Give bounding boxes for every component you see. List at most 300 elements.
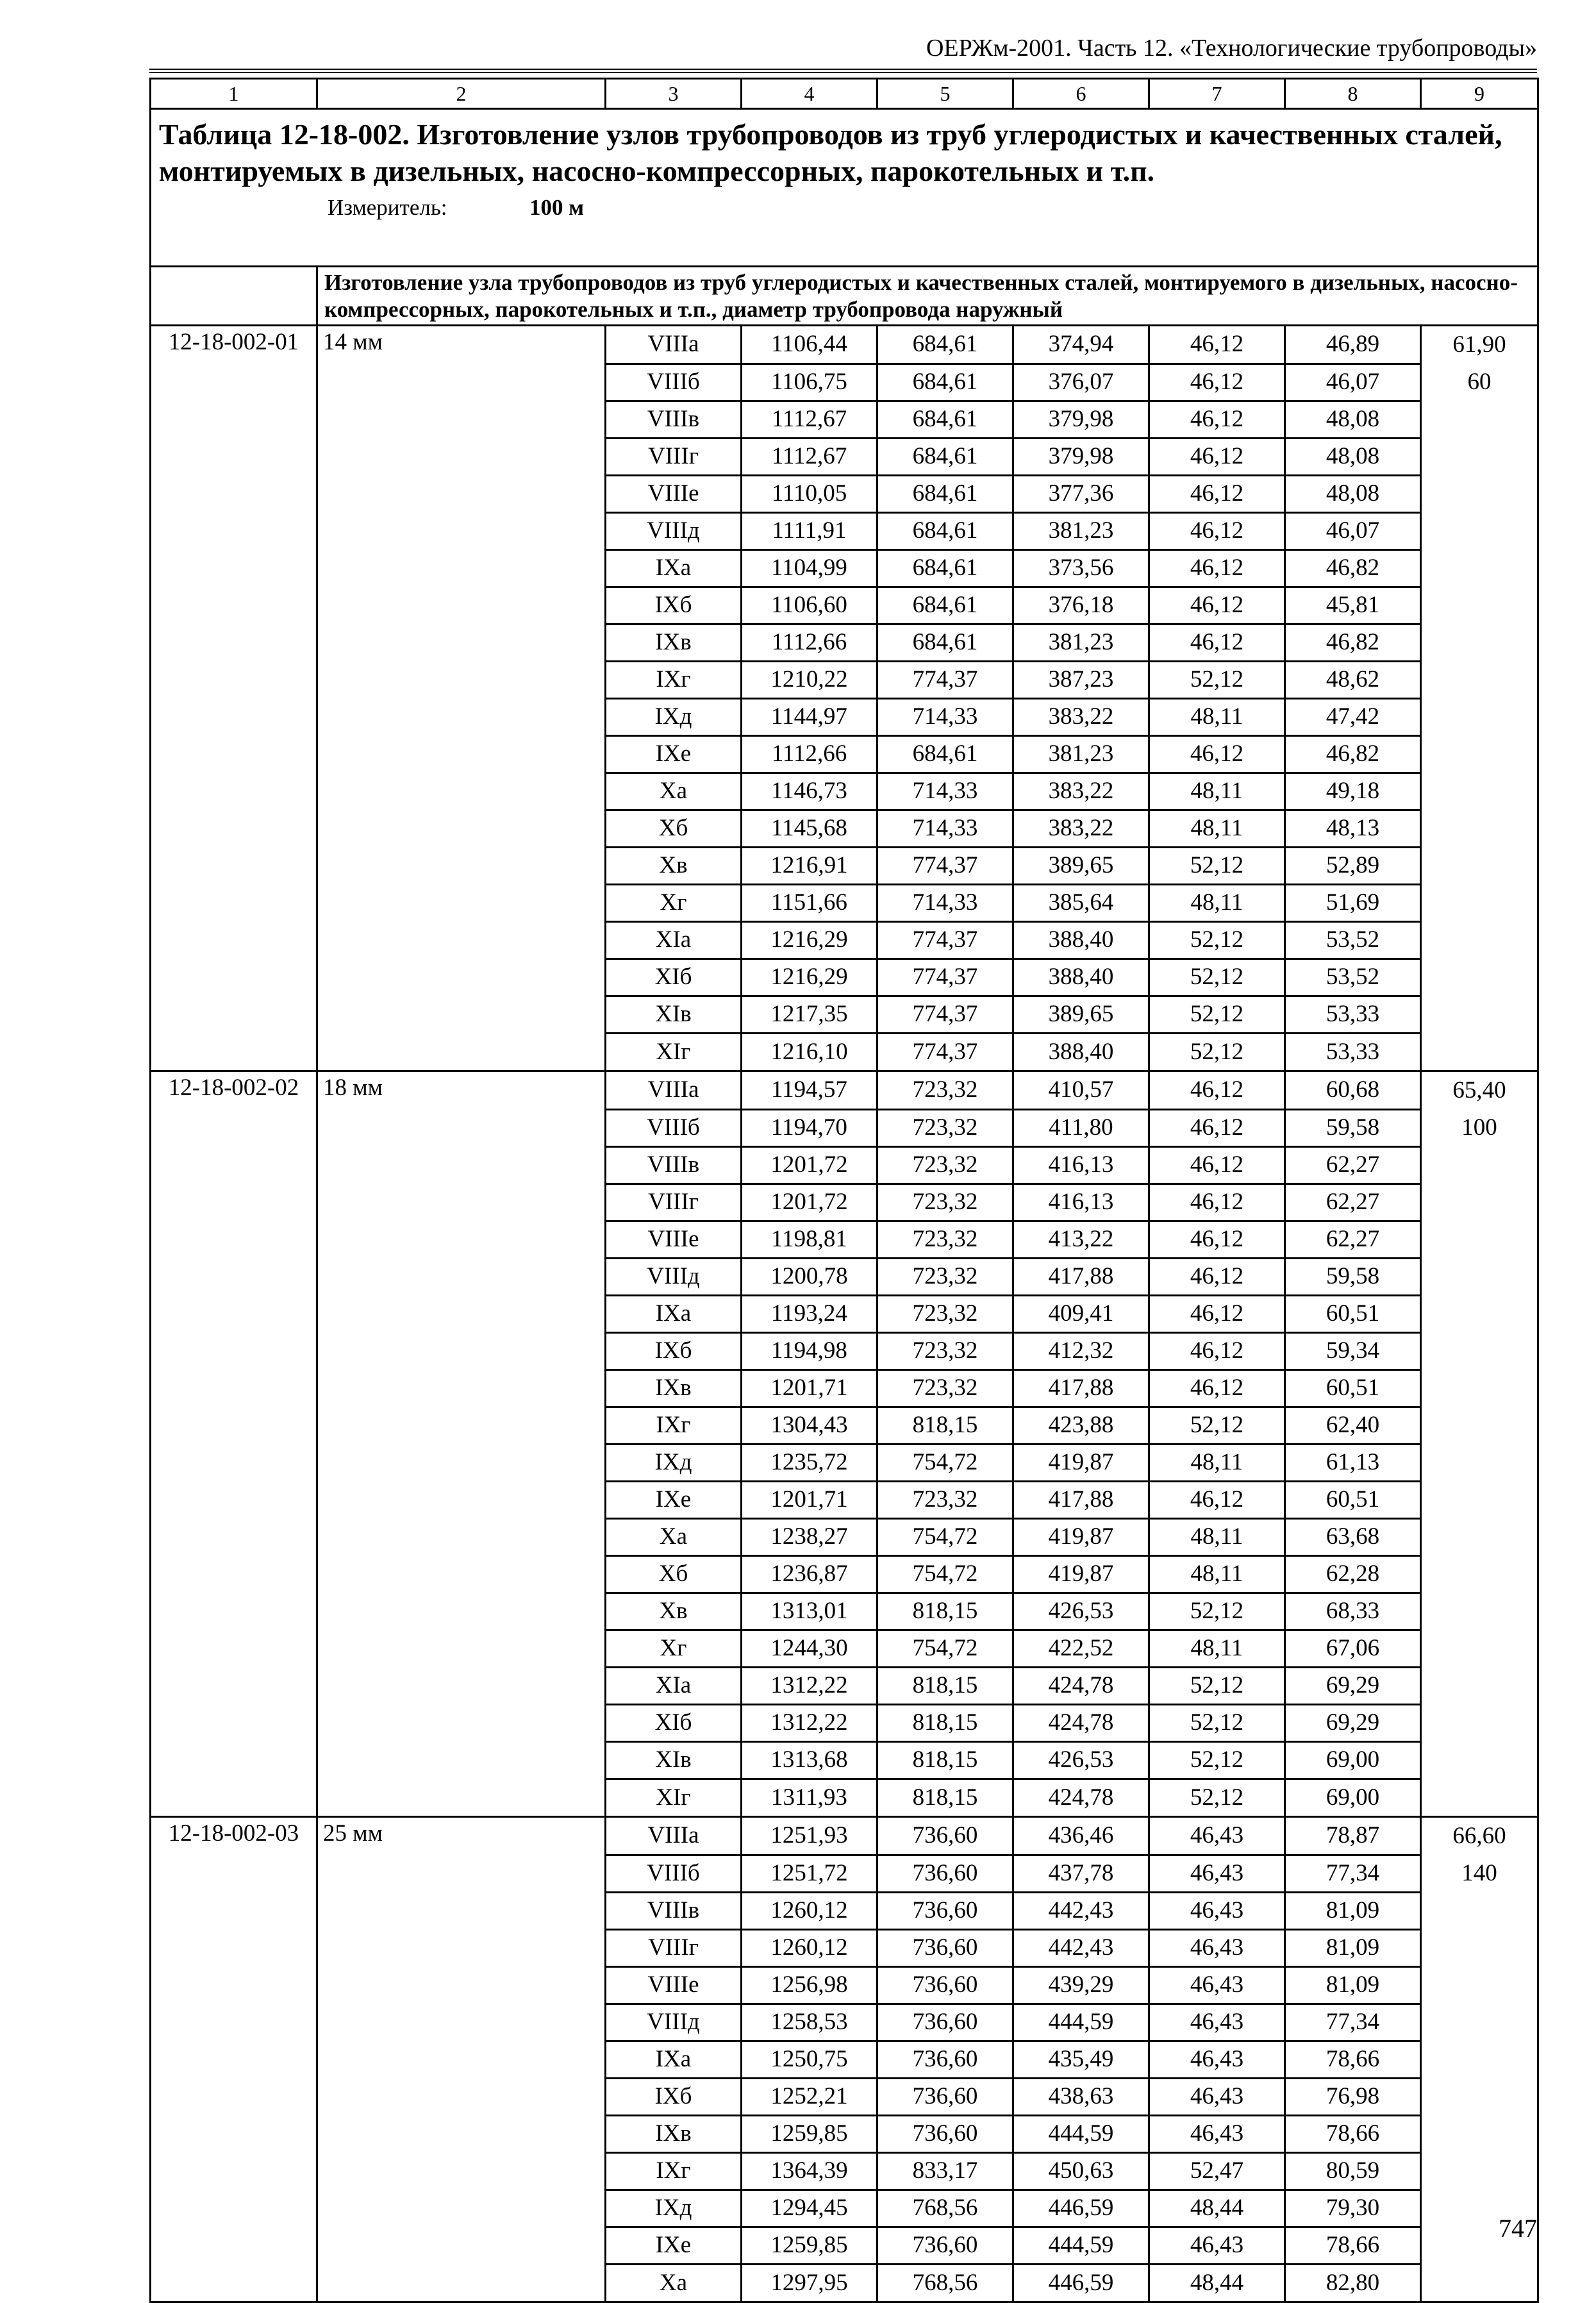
wages: 833,17 <box>877 2152 1013 2190</box>
table-row <box>151 1593 1538 1630</box>
machine-operation: 417,88 <box>1013 1258 1149 1295</box>
wages: 774,37 <box>877 996 1013 1033</box>
pipe-consumption <box>1421 1033 1538 1071</box>
materials: 79,30 <box>1285 2190 1421 2227</box>
materials: 69,29 <box>1285 1667 1421 1704</box>
pipe-consumption <box>1421 1295 1538 1332</box>
table-row <box>151 1221 1538 1258</box>
materials: 78,87 <box>1285 1817 1421 1855</box>
operator-wages: 48,11 <box>1149 810 1285 847</box>
wages: 774,37 <box>877 1033 1013 1071</box>
table-title-row <box>151 109 1538 267</box>
materials: 63,68 <box>1285 1518 1421 1555</box>
steel-group: IXб <box>606 587 742 624</box>
total-cost: 1194,70 <box>742 1109 877 1146</box>
total-cost: 1151,66 <box>742 884 877 921</box>
pipe-diameter <box>317 587 606 624</box>
operator-wages: 46,43 <box>1149 2115 1285 2152</box>
pipe-consumption: 66,60 <box>1421 1817 1538 1855</box>
wages: 818,15 <box>877 1667 1013 1704</box>
machine-operation: 442,43 <box>1013 1892 1149 1929</box>
pipe-consumption <box>1421 1892 1538 1929</box>
meter-value: 100 м <box>529 195 585 220</box>
wages: 736,60 <box>877 2078 1013 2115</box>
item-code <box>151 549 317 587</box>
machine-operation: 424,78 <box>1013 1779 1149 1817</box>
pipe-diameter <box>317 1741 606 1779</box>
wages: 818,15 <box>877 1779 1013 1817</box>
total-cost: 1106,75 <box>742 364 877 401</box>
item-code <box>151 1033 317 1071</box>
pipe-consumption <box>1421 1221 1538 1258</box>
total-cost: 1312,22 <box>742 1667 877 1704</box>
pipe-diameter <box>317 996 606 1033</box>
wages: 723,32 <box>877 1221 1013 1258</box>
operator-wages: 52,12 <box>1149 1667 1285 1704</box>
pipe-diameter <box>317 512 606 549</box>
machine-operation: 411,80 <box>1013 1109 1149 1146</box>
table-row <box>151 1071 1538 1110</box>
table-row <box>151 1184 1538 1221</box>
section-description-row <box>151 267 1538 326</box>
pipe-diameter <box>317 847 606 884</box>
operator-wages: 48,11 <box>1149 884 1285 921</box>
pipe-diameter <box>317 2190 606 2227</box>
steel-group: XIб <box>606 1704 742 1741</box>
operator-wages: 48,44 <box>1149 2190 1285 2227</box>
steel-group: VIIIа <box>606 1817 742 1855</box>
machine-operation: 422,52 <box>1013 1630 1149 1667</box>
item-code <box>151 2264 317 2302</box>
machine-operation: 381,23 <box>1013 512 1149 549</box>
machine-operation: 383,22 <box>1013 810 1149 847</box>
total-cost: 1250,75 <box>742 2041 877 2078</box>
machine-operation: 388,40 <box>1013 959 1149 996</box>
steel-group: Xа <box>606 2264 742 2302</box>
operator-wages: 48,11 <box>1149 1630 1285 1667</box>
table-row <box>151 698 1538 735</box>
wages: 736,60 <box>877 2004 1013 2041</box>
operator-wages: 46,43 <box>1149 1929 1285 1966</box>
total-cost: 1144,97 <box>742 698 877 735</box>
machine-operation: 379,98 <box>1013 438 1149 475</box>
pipe-diameter <box>317 884 606 921</box>
pipe-consumption <box>1421 1741 1538 1779</box>
machine-operation: 435,49 <box>1013 2041 1149 2078</box>
steel-group: IXа <box>606 1295 742 1332</box>
wages: 736,60 <box>877 1929 1013 1966</box>
pipe-consumption <box>1421 698 1538 735</box>
table-row <box>151 661 1538 698</box>
operator-wages: 46,12 <box>1149 326 1285 364</box>
total-cost: 1201,71 <box>742 1369 877 1407</box>
wages: 818,15 <box>877 1407 1013 1444</box>
steel-group: IXе <box>606 2227 742 2264</box>
table-row <box>151 401 1538 438</box>
item-code <box>151 661 317 698</box>
pipe-consumption <box>1421 2115 1538 2152</box>
operator-wages: 46,12 <box>1149 1071 1285 1110</box>
operator-wages: 46,12 <box>1149 1221 1285 1258</box>
pipe-consumption <box>1421 1555 1538 1593</box>
steel-group: VIIIг <box>606 438 742 475</box>
steel-group: VIIIд <box>606 1258 742 1295</box>
pipe-consumption <box>1421 2078 1538 2115</box>
total-cost: 1216,91 <box>742 847 877 884</box>
machine-operation: 444,59 <box>1013 2227 1149 2264</box>
item-code <box>151 1892 317 1929</box>
materials: 60,51 <box>1285 1369 1421 1407</box>
total-cost: 1260,12 <box>742 1929 877 1966</box>
pipe-diameter <box>317 2078 606 2115</box>
operator-wages: 46,43 <box>1149 1966 1285 2004</box>
table-row <box>151 2041 1538 2078</box>
machine-operation: 409,41 <box>1013 1295 1149 1332</box>
pipe-consumption <box>1421 959 1538 996</box>
item-code <box>151 1555 317 1593</box>
steel-group: IXг <box>606 1407 742 1444</box>
total-cost: 1312,22 <box>742 1704 877 1741</box>
wages: 774,37 <box>877 921 1013 959</box>
pipe-diameter <box>317 438 606 475</box>
materials: 81,09 <box>1285 1966 1421 2004</box>
operator-wages: 52,12 <box>1149 1593 1285 1630</box>
table-row <box>151 2115 1538 2152</box>
item-code <box>151 996 317 1033</box>
table-row <box>151 1258 1538 1295</box>
table-row <box>151 1741 1538 1779</box>
total-cost: 1313,68 <box>742 1741 877 1779</box>
operator-wages: 46,12 <box>1149 1258 1285 1295</box>
total-cost: 1251,93 <box>742 1817 877 1855</box>
operator-wages: 52,12 <box>1149 1407 1285 1444</box>
machine-operation: 442,43 <box>1013 1929 1149 1966</box>
pipe-consumption <box>1421 475 1538 512</box>
item-code <box>151 1184 317 1221</box>
pipe-consumption: 65,40 <box>1421 1071 1538 1110</box>
materials: 77,34 <box>1285 1855 1421 1892</box>
pipe-diameter <box>317 1630 606 1667</box>
total-cost: 1217,35 <box>742 996 877 1033</box>
materials: 52,89 <box>1285 847 1421 884</box>
operator-wages: 52,12 <box>1149 921 1285 959</box>
pipe-diameter <box>317 773 606 810</box>
pipe-diameter <box>317 1221 606 1258</box>
wages: 714,33 <box>877 773 1013 810</box>
column-number: 7 <box>1149 79 1285 109</box>
item-code: 12-18-002-02 <box>151 1071 317 1110</box>
materials: 81,09 <box>1285 1892 1421 1929</box>
total-cost: 1146,73 <box>742 773 877 810</box>
steel-group: Xб <box>606 810 742 847</box>
machine-operation: 444,59 <box>1013 2115 1149 2152</box>
table-row <box>151 1481 1538 1518</box>
pipe-diameter <box>317 364 606 401</box>
item-code: 12-18-002-01 <box>151 326 317 364</box>
machine-operation: 419,87 <box>1013 1444 1149 1481</box>
operator-wages: 46,12 <box>1149 624 1285 661</box>
steel-group: IXд <box>606 698 742 735</box>
column-number-row <box>151 79 1538 109</box>
pipe-diameter <box>317 1332 606 1369</box>
steel-group: VIIIд <box>606 512 742 549</box>
item-code <box>151 1779 317 1817</box>
wages: 684,61 <box>877 735 1013 773</box>
operator-wages: 46,43 <box>1149 2041 1285 2078</box>
operator-wages: 46,12 <box>1149 1332 1285 1369</box>
pipe-consumption <box>1421 1369 1538 1407</box>
pipe-diameter <box>317 1033 606 1071</box>
column-number: 2 <box>317 79 606 109</box>
table-row <box>151 2264 1538 2302</box>
pipe-consumption <box>1421 2041 1538 2078</box>
wages: 714,33 <box>877 810 1013 847</box>
wages: 684,61 <box>877 438 1013 475</box>
operator-wages: 46,12 <box>1149 735 1285 773</box>
steel-group: IXе <box>606 735 742 773</box>
wages: 768,56 <box>877 2190 1013 2227</box>
wages: 774,37 <box>877 959 1013 996</box>
materials: 48,62 <box>1285 661 1421 698</box>
materials: 48,08 <box>1285 401 1421 438</box>
item-code <box>151 2227 317 2264</box>
wages: 723,32 <box>877 1071 1013 1110</box>
wages: 736,60 <box>877 2115 1013 2152</box>
total-cost: 1112,67 <box>742 438 877 475</box>
pipe-diameter <box>317 1855 606 1892</box>
machine-operation: 423,88 <box>1013 1407 1149 1444</box>
total-cost: 1244,30 <box>742 1630 877 1667</box>
pipe-consumption <box>1421 587 1538 624</box>
materials: 82,80 <box>1285 2264 1421 2302</box>
steel-group: Xа <box>606 1518 742 1555</box>
steel-group: VIIIв <box>606 1146 742 1184</box>
total-cost: 1111,91 <box>742 512 877 549</box>
wages: 818,15 <box>877 1593 1013 1630</box>
pipe-diameter <box>317 1444 606 1481</box>
pipe-consumption <box>1421 1667 1538 1704</box>
table-row <box>151 810 1538 847</box>
total-cost: 1297,95 <box>742 2264 877 2302</box>
pipe-diameter <box>317 1295 606 1332</box>
total-cost: 1145,68 <box>742 810 877 847</box>
total-cost: 1194,57 <box>742 1071 877 1110</box>
wages: 684,61 <box>877 587 1013 624</box>
column-number: 5 <box>877 79 1013 109</box>
wages: 736,60 <box>877 2041 1013 2078</box>
item-code <box>151 624 317 661</box>
materials: 46,82 <box>1285 549 1421 587</box>
machine-operation: 419,87 <box>1013 1518 1149 1555</box>
item-code <box>151 587 317 624</box>
materials: 45,81 <box>1285 587 1421 624</box>
machine-operation: 410,57 <box>1013 1071 1149 1110</box>
total-cost: 1201,71 <box>742 1481 877 1518</box>
materials: 51,69 <box>1285 884 1421 921</box>
steel-group: XIв <box>606 996 742 1033</box>
operator-wages: 46,12 <box>1149 401 1285 438</box>
total-cost: 1112,67 <box>742 401 877 438</box>
machine-operation: 383,22 <box>1013 698 1149 735</box>
total-cost: 1200,78 <box>742 1258 877 1295</box>
pipe-diameter <box>317 1593 606 1630</box>
total-cost: 1364,39 <box>742 2152 877 2190</box>
pipe-consumption <box>1421 438 1538 475</box>
column-number: 3 <box>606 79 742 109</box>
steel-group: XIг <box>606 1033 742 1071</box>
pipe-consumption <box>1421 2152 1538 2190</box>
item-code <box>151 401 317 438</box>
pipe-consumption <box>1421 773 1538 810</box>
pipe-consumption: 140 <box>1421 1855 1538 1892</box>
pipe-consumption <box>1421 996 1538 1033</box>
table-row <box>151 1146 1538 1184</box>
pipe-consumption <box>1421 921 1538 959</box>
table-row <box>151 2078 1538 2115</box>
total-cost: 1112,66 <box>742 735 877 773</box>
materials: 48,13 <box>1285 810 1421 847</box>
pipe-consumption: 100 <box>1421 1109 1538 1146</box>
pipe-diameter <box>317 1109 606 1146</box>
operator-wages: 46,12 <box>1149 1369 1285 1407</box>
meter-line <box>328 193 1529 222</box>
item-code <box>151 1481 317 1518</box>
item-code <box>151 2004 317 2041</box>
machine-operation: 383,22 <box>1013 773 1149 810</box>
total-cost: 1311,93 <box>742 1779 877 1817</box>
wages: 736,60 <box>877 1817 1013 1855</box>
machine-operation: 377,36 <box>1013 475 1149 512</box>
operator-wages: 46,43 <box>1149 2227 1285 2264</box>
wages: 684,61 <box>877 512 1013 549</box>
machine-operation: 444,59 <box>1013 2004 1149 2041</box>
total-cost: 1238,27 <box>742 1518 877 1555</box>
running-header <box>149 33 1537 73</box>
machine-operation: 413,22 <box>1013 1221 1149 1258</box>
materials: 46,89 <box>1285 326 1421 364</box>
steel-group: XIб <box>606 959 742 996</box>
wages: 684,61 <box>877 624 1013 661</box>
pipe-consumption <box>1421 1146 1538 1184</box>
table-row <box>151 1555 1538 1593</box>
table-row <box>151 549 1538 587</box>
table-row <box>151 512 1538 549</box>
table-row <box>151 1704 1538 1741</box>
total-cost: 1216,10 <box>742 1033 877 1071</box>
steel-group: IXв <box>606 2115 742 2152</box>
item-code <box>151 959 317 996</box>
table-row <box>151 587 1538 624</box>
column-number: 4 <box>742 79 877 109</box>
item-code <box>151 847 317 884</box>
operator-wages: 52,12 <box>1149 847 1285 884</box>
pipe-diameter <box>317 810 606 847</box>
materials: 53,52 <box>1285 921 1421 959</box>
pipe-diameter <box>317 921 606 959</box>
materials: 53,52 <box>1285 959 1421 996</box>
operator-wages: 46,43 <box>1149 1892 1285 1929</box>
pipe-diameter <box>317 2152 606 2190</box>
item-code <box>151 698 317 735</box>
steel-group: IXд <box>606 2190 742 2227</box>
table-row <box>151 2227 1538 2264</box>
operator-wages: 46,12 <box>1149 1481 1285 1518</box>
steel-group: VIIIе <box>606 1221 742 1258</box>
machine-operation: 424,78 <box>1013 1704 1149 1741</box>
wages: 723,32 <box>877 1258 1013 1295</box>
table-row <box>151 1369 1538 1407</box>
table-row <box>151 1033 1538 1071</box>
item-code <box>151 2115 317 2152</box>
pipe-diameter <box>317 1369 606 1407</box>
pipe-diameter <box>317 2264 606 2302</box>
table-row <box>151 1817 1538 1855</box>
materials: 78,66 <box>1285 2041 1421 2078</box>
pipe-diameter <box>317 1779 606 1817</box>
wages: 714,33 <box>877 698 1013 735</box>
pipe-diameter <box>317 2041 606 2078</box>
machine-operation: 446,59 <box>1013 2190 1149 2227</box>
section-description: Изготовление узла трубопроводов из труб углеродистых и качественных сталей, монтируемого в дизельных, насосно-компрессорных, парокотельных и т.п., диаметр трубопровода наружный <box>317 267 1538 326</box>
pipe-diameter: 25 мм <box>317 1817 606 1855</box>
machine-operation: 426,53 <box>1013 1741 1149 1779</box>
item-code <box>151 2078 317 2115</box>
materials: 62,40 <box>1285 1407 1421 1444</box>
total-cost: 1256,98 <box>742 1966 877 2004</box>
column-number: 8 <box>1285 79 1421 109</box>
running-header-title: ОЕРЖм-2001. Часть 12. «Технологические трубопроводы» <box>926 35 1537 62</box>
table-title: Таблица 12-18-002. Изготовление узлов трубопроводов из труб углеродистых и качественных сталей, монтируемых в дизельных, насосно-компрессорных, парокотельных и т.п. <box>159 118 1502 187</box>
item-code <box>151 1407 317 1444</box>
pipe-consumption: 60 <box>1421 364 1538 401</box>
table-row <box>151 1630 1538 1667</box>
table-row <box>151 959 1538 996</box>
item-code <box>151 1855 317 1892</box>
wages: 714,33 <box>877 884 1013 921</box>
item-code <box>151 1518 317 1555</box>
pipe-diameter <box>317 1667 606 1704</box>
column-number: 9 <box>1421 79 1538 109</box>
pipe-diameter <box>317 475 606 512</box>
pipe-consumption <box>1421 1258 1538 1295</box>
table-row <box>151 1518 1538 1555</box>
machine-operation: 439,29 <box>1013 1966 1149 2004</box>
total-cost: 1104,99 <box>742 549 877 587</box>
materials: 81,09 <box>1285 1929 1421 1966</box>
machine-operation: 426,53 <box>1013 1593 1149 1630</box>
item-code <box>151 1258 317 1295</box>
pipe-consumption <box>1421 1407 1538 1444</box>
wages: 768,56 <box>877 2264 1013 2302</box>
materials: 62,27 <box>1285 1221 1421 1258</box>
item-code <box>151 475 317 512</box>
item-code: 12-18-002-03 <box>151 1817 317 1855</box>
machine-operation: 374,94 <box>1013 326 1149 364</box>
operator-wages: 48,11 <box>1149 1444 1285 1481</box>
page-number: 747 <box>1499 2214 1537 2243</box>
pipe-consumption <box>1421 1630 1538 1667</box>
operator-wages: 46,12 <box>1149 475 1285 512</box>
table-row <box>151 773 1538 810</box>
operator-wages: 52,12 <box>1149 1741 1285 1779</box>
pipe-consumption <box>1421 1704 1538 1741</box>
pipe-consumption: 61,90 <box>1421 326 1538 364</box>
total-cost: 1194,98 <box>742 1332 877 1369</box>
item-code <box>151 438 317 475</box>
machine-operation: 376,07 <box>1013 364 1149 401</box>
item-code <box>151 810 317 847</box>
machine-operation: 381,23 <box>1013 735 1149 773</box>
